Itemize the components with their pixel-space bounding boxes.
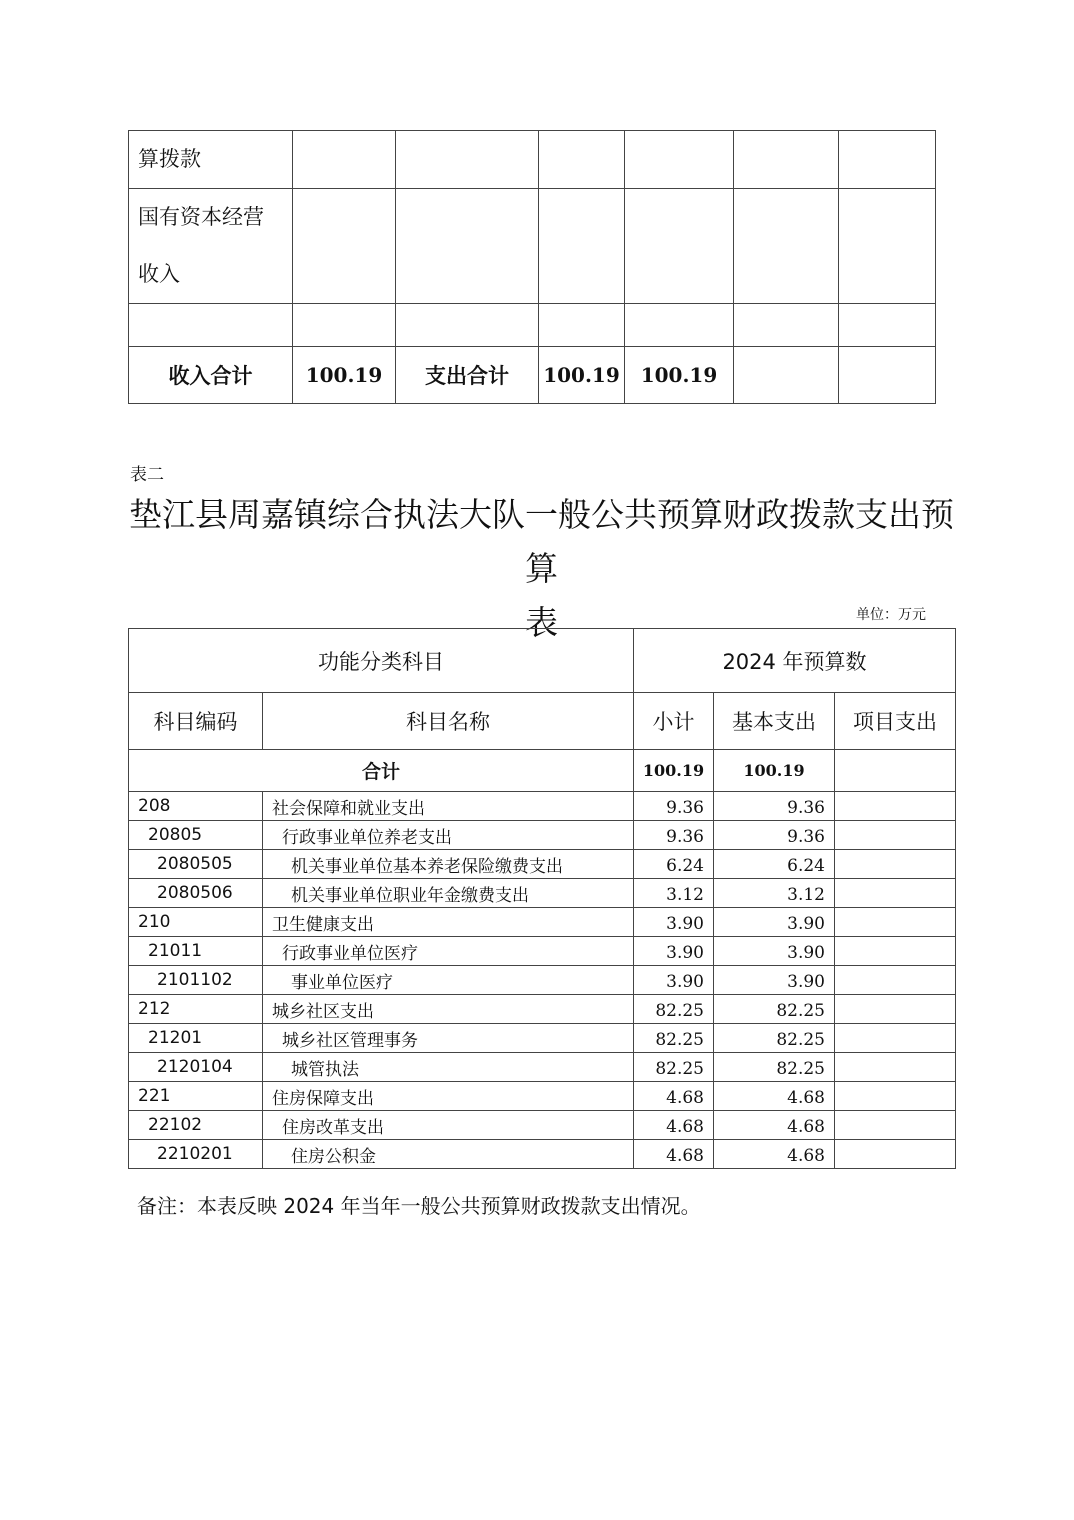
- total-income-label: 收入合计: [129, 347, 293, 404]
- cell-name: 城乡社区支出: [263, 995, 634, 1024]
- cell-subtotal: 9.36: [634, 821, 714, 850]
- row-label-line: 国有资本经营: [138, 205, 264, 229]
- cell-code: 21011: [129, 937, 263, 966]
- cell-code: 2120104: [129, 1053, 263, 1082]
- budget-expenditure-table: [128, 628, 956, 1169]
- cell-basic: 3.90: [714, 937, 835, 966]
- cell-name: 事业单位医疗: [263, 966, 634, 995]
- unit-label: 单位：万元: [856, 607, 926, 623]
- cell-subtotal: 3.12: [634, 879, 714, 908]
- total-row: [129, 750, 956, 792]
- cell-code: 210: [129, 908, 263, 937]
- cell-name: 城管执法: [263, 1053, 634, 1082]
- cell-subtotal: 82.25: [634, 995, 714, 1024]
- cell-code: 21201: [129, 1024, 263, 1053]
- footnote: 备注：本表反映 2024 年当年一般公共预算财政拨款支出情况。: [137, 1194, 701, 1218]
- table-row: [129, 1111, 956, 1140]
- column-header-basic: 基本支出: [714, 693, 835, 750]
- cell-project: [835, 1024, 956, 1053]
- table-number-label: 表二: [130, 465, 164, 485]
- table-row: [129, 908, 956, 937]
- cell-subtotal: 3.90: [634, 908, 714, 937]
- cell-subtotal: 9.36: [634, 792, 714, 821]
- total-expense-value: 100.19: [539, 347, 625, 404]
- cell-project: [835, 966, 956, 995]
- table-row: [129, 1140, 956, 1169]
- cell-code: 2080506: [129, 879, 263, 908]
- cell-basic: 82.25: [714, 995, 835, 1024]
- cell-basic: 9.36: [714, 792, 835, 821]
- total-expense-value: 100.19: [625, 347, 734, 404]
- cell-name: 社会保障和就业支出: [263, 792, 634, 821]
- cell-name: 城乡社区管理事务: [263, 1024, 634, 1053]
- income-expense-summary-table: [128, 130, 936, 404]
- cell-subtotal: 6.24: [634, 850, 714, 879]
- cell-code: 2101102: [129, 966, 263, 995]
- total-subtotal: 100.19: [634, 750, 714, 792]
- cell-subtotal: 4.68: [634, 1140, 714, 1169]
- header-year: 2024 年预算数: [634, 629, 956, 693]
- cell-project: [835, 1140, 956, 1169]
- table-row: [129, 304, 936, 347]
- total-label: 合计: [129, 750, 634, 792]
- cell-project: [835, 850, 956, 879]
- table-row: [129, 792, 956, 821]
- table-row: [129, 131, 936, 189]
- row-label: [129, 189, 293, 304]
- table-row: [129, 995, 956, 1024]
- total-project: [835, 750, 956, 792]
- total-basic: 100.19: [714, 750, 835, 792]
- header-row: [129, 693, 956, 750]
- cell-basic: 6.24: [714, 850, 835, 879]
- cell-basic: 3.12: [714, 879, 835, 908]
- cell-name: 住房保障支出: [263, 1082, 634, 1111]
- table-row: [129, 1024, 956, 1053]
- cell-basic: 9.36: [714, 821, 835, 850]
- cell-code: 20805: [129, 821, 263, 850]
- table-row: [129, 821, 956, 850]
- row-label-line: 收入: [138, 262, 180, 286]
- title-line: 垫江县周嘉镇综合执法大队一般公共预算财政拨款支出预算: [129, 495, 954, 588]
- cell-code: 221: [129, 1082, 263, 1111]
- cell-code: 2210201: [129, 1140, 263, 1169]
- cell-code: 2080505: [129, 850, 263, 879]
- cell-project: [835, 937, 956, 966]
- cell-basic: 3.90: [714, 966, 835, 995]
- cell-project: [835, 879, 956, 908]
- cell-project: [835, 908, 956, 937]
- total-expense-label: 支出合计: [396, 347, 539, 404]
- cell-subtotal: 82.25: [634, 1024, 714, 1053]
- cell-basic: 82.25: [714, 1024, 835, 1053]
- cell-name: 机关事业单位职业年金缴费支出: [263, 879, 634, 908]
- column-header-subtotal: 小计: [634, 693, 714, 750]
- cell-project: [835, 792, 956, 821]
- document-title: [128, 488, 955, 650]
- cell-subtotal: 4.68: [634, 1111, 714, 1140]
- table-row: [129, 937, 956, 966]
- table-row: [129, 850, 956, 879]
- cell-name: 机关事业单位基本养老保险缴费支出: [263, 850, 634, 879]
- total-row: [129, 347, 936, 404]
- cell-project: [835, 1082, 956, 1111]
- column-header-project: 项目支出: [835, 693, 956, 750]
- cell-name: 行政事业单位养老支出: [263, 821, 634, 850]
- cell-code: 208: [129, 792, 263, 821]
- cell-code: 22102: [129, 1111, 263, 1140]
- cell-basic: 4.68: [714, 1082, 835, 1111]
- title-line: 表: [525, 603, 558, 642]
- cell-project: [835, 1053, 956, 1082]
- cell-project: [835, 821, 956, 850]
- cell-subtotal: 3.90: [634, 937, 714, 966]
- column-header-name: 科目名称: [263, 693, 634, 750]
- cell-basic: 82.25: [714, 1053, 835, 1082]
- total-income-value: 100.19: [293, 347, 396, 404]
- table-row: [129, 189, 936, 304]
- cell-project: [835, 1111, 956, 1140]
- cell-code: 212: [129, 995, 263, 1024]
- table-row: [129, 1082, 956, 1111]
- cell-subtotal: 4.68: [634, 1082, 714, 1111]
- cell-project: [835, 995, 956, 1024]
- header-category: 功能分类科目: [129, 629, 634, 693]
- cell-name: 住房改革支出: [263, 1111, 634, 1140]
- cell-subtotal: 3.90: [634, 966, 714, 995]
- table-row: [129, 879, 956, 908]
- cell-name: 行政事业单位医疗: [263, 937, 634, 966]
- table-row: [129, 966, 956, 995]
- cell-name: 卫生健康支出: [263, 908, 634, 937]
- row-label: 算拨款: [129, 131, 293, 189]
- cell-basic: 4.68: [714, 1111, 835, 1140]
- cell-subtotal: 82.25: [634, 1053, 714, 1082]
- table-row: [129, 1053, 956, 1082]
- column-header-code: 科目编码: [129, 693, 263, 750]
- cell-name: 住房公积金: [263, 1140, 634, 1169]
- cell-basic: 4.68: [714, 1140, 835, 1169]
- cell-basic: 3.90: [714, 908, 835, 937]
- header-row: [129, 629, 956, 693]
